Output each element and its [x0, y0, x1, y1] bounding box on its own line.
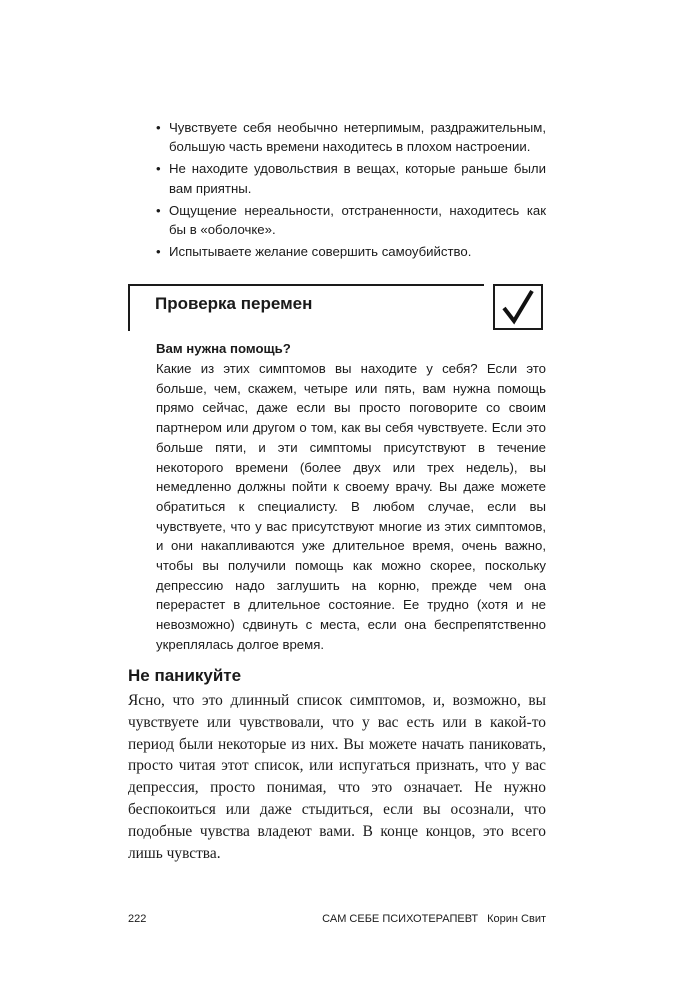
author-name: Корин Свит — [487, 913, 546, 925]
bullet-icon: • — [156, 120, 161, 135]
list-item-text: Чувствуете себя необычно нетерпимым, раздражительным, большую часть времени находитесь в плохом настроении. — [169, 120, 546, 155]
list-item-text: Не находите удовольствия в вещах, которые раньше были вам приятны. — [169, 161, 546, 196]
page-number: 222 — [128, 913, 147, 925]
checkmark-icon — [499, 288, 537, 326]
list-item — [156, 242, 546, 261]
list-item — [156, 159, 546, 197]
section-body-text: Ясно, что это длинный список симптомов, и, возможно, вы чувствуете или чувствовали, что у вас есть или в какой-то период были некоторые из них. Вы можете начать паниковать, просто читая этот список, или испугаться признать, что у вас депрессия, просто понимая, что это означает. Не нужно беспокоиться или даже стыдиться, если вы осознали, что подобные чувства владеют вами. В конце концов, это всего лишь чувства. — [128, 692, 546, 862]
running-title: САМ СЕБЕ ПСИХОТЕРАПЕВТ — [322, 913, 479, 925]
checkmark-box — [493, 284, 543, 330]
sidebar-left-rule — [128, 284, 130, 331]
sidebar-top-rule — [128, 284, 484, 286]
sidebar-title: Проверка перемен — [155, 294, 313, 313]
bullet-icon: • — [156, 202, 161, 218]
symptom-list — [156, 118, 546, 264]
list-item — [156, 118, 546, 156]
bullet-icon: • — [156, 244, 161, 260]
list-item-text: Испытываете желание совершить самоубийство. — [169, 244, 472, 260]
running-footer — [322, 913, 546, 925]
bullet-icon: • — [156, 161, 161, 177]
sidebar-body-text: Какие из этих симптомов вы находите у себя? Если это больше, чем, скажем, четыре или пять, вам нужна помощь прямо сейчас, даже если вы просто поговорите со своим партнером или другом о том, как вы себя чувствуете. Если это больше пяти, и эти симптомы присутствуют в течение некоторого времени (более двух или трех недель), вы немедленно должны пойти к своему врачу. Вы даже можете обратиться к специалисту. В любом случае, если вы чувствуете, что у вас присутствуют многие из этих симптомов, и они накапливаются уже длительное время, очень важно, чтобы вы получили помощь как можно скорее, поскольку депрессию надо заглушить на корню, прежде чем она перерастет в длительное состояние. Ее трудно (хотя и не невозможно) сдвинуть с места, если она беспрепятственно укреплялась долгое время. — [156, 361, 546, 652]
list-item — [156, 201, 546, 239]
section-heading: Не паникуйте — [128, 666, 242, 685]
list-item-text: Ощущение нереальности, отстраненности, находитесь как бы в «оболочке». — [169, 202, 546, 238]
sidebar-subtitle: Вам нужна помощь? — [156, 341, 291, 356]
